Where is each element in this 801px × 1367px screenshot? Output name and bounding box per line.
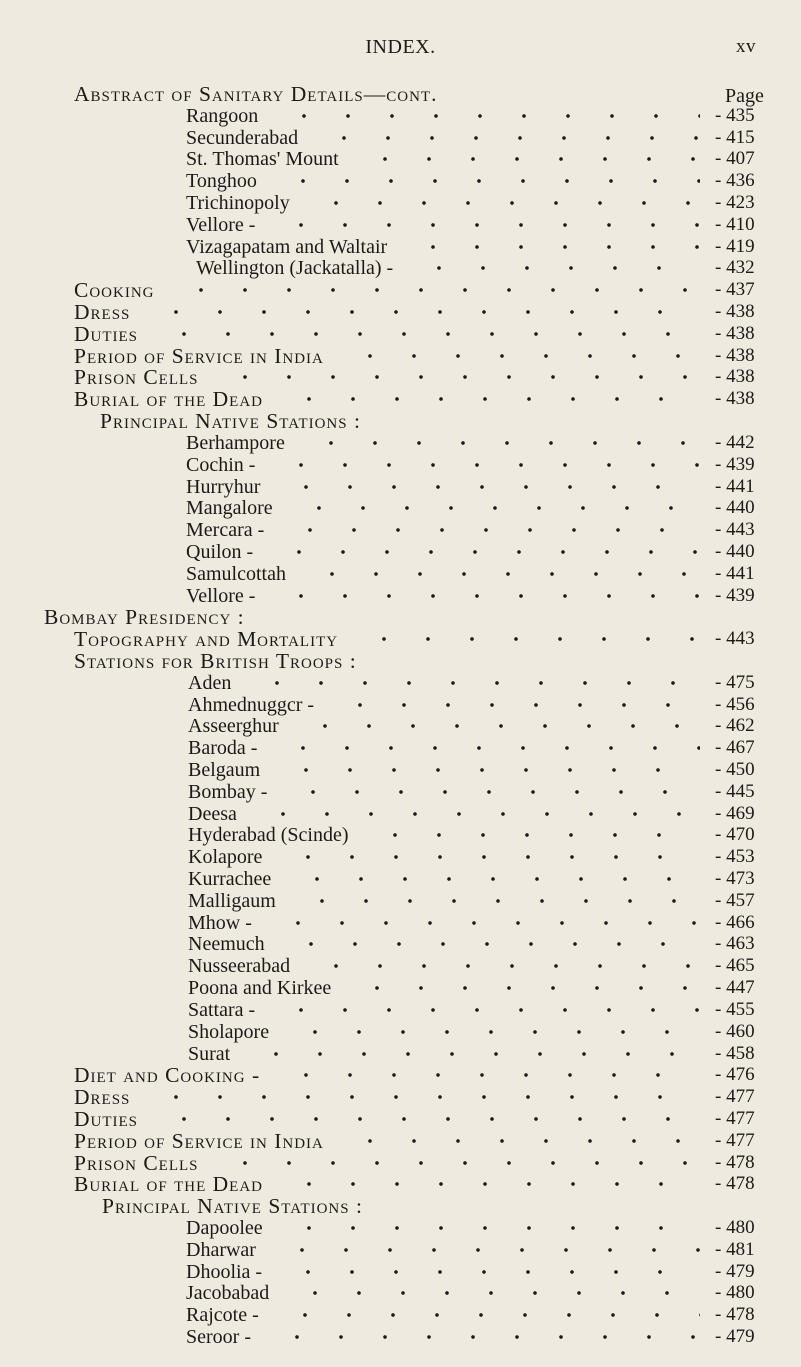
index-page-number: - 450 [715, 759, 755, 780]
index-page-number: - 457 [715, 890, 755, 911]
dot-leader [417, 263, 700, 273]
index-entry [0, 409, 801, 433]
dot-leader [280, 1245, 700, 1255]
index-entry [0, 1194, 801, 1218]
dot-leader [289, 939, 700, 949]
index-entry-label: Tonghoo [186, 170, 257, 192]
index-entry-label: Poona and Kirkee [188, 977, 332, 999]
dot-leader [261, 809, 700, 819]
index-heading: Bombay Presidency : [44, 605, 245, 629]
index-entry-label: Jacobabad [186, 1282, 270, 1304]
index-page-number: - 479 [715, 1326, 755, 1347]
index-entry [0, 191, 801, 215]
index-page-number: - 478 [715, 1152, 755, 1173]
dot-leader [355, 983, 700, 993]
index-entry [0, 1129, 801, 1153]
index-entry-label: Rajcote - [186, 1304, 259, 1326]
index-entry [0, 496, 801, 520]
index-page-number: - 435 [715, 105, 755, 126]
dot-leader [288, 525, 700, 535]
index-entry [0, 104, 801, 128]
index-page-number: - 479 [715, 1261, 755, 1282]
index-entry [0, 889, 801, 913]
index-entry-label: Vellore - [186, 214, 256, 236]
index-entry [0, 278, 801, 302]
dot-leader [322, 133, 700, 143]
index-entry-label: Trichinopoly [186, 192, 290, 214]
index-entry-label: Samulcottah [186, 563, 286, 585]
index-page-number: - 475 [715, 672, 755, 693]
page-numeral: xv [736, 36, 756, 57]
dot-leader [314, 198, 700, 208]
index-entry-label: Surat [188, 1043, 231, 1065]
dot-leader [286, 852, 700, 862]
index-heading: Abstract of Sanitary Details—cont. [74, 82, 438, 106]
index-page-number: - 478 [715, 1304, 755, 1325]
index-entry [0, 540, 801, 564]
index-entry [0, 1172, 801, 1196]
index-page-number: - 477 [715, 1108, 755, 1129]
dot-leader [338, 700, 700, 710]
index-entry [0, 147, 801, 171]
index-page-number: - 415 [715, 127, 755, 148]
dot-leader [281, 176, 700, 186]
index-page-number: - 480 [715, 1282, 755, 1303]
index-page-number: - 437 [715, 279, 755, 300]
index-heading: Duties [74, 322, 139, 346]
index-entry-label: Dhoolia - [186, 1261, 263, 1283]
index-page-number: - 438 [715, 301, 755, 322]
index-page-number: - 440 [715, 497, 755, 518]
dot-leader [162, 1114, 700, 1124]
index-entry [0, 387, 801, 411]
index-page-number: - 463 [715, 933, 755, 954]
index-page-number: - 436 [715, 170, 755, 191]
index-entry-label: Sholapore [188, 1021, 270, 1043]
index-page-number: - 453 [715, 846, 755, 867]
dot-leader [154, 307, 700, 317]
index-entry-label: Vizagapatam and Waltair [186, 236, 388, 258]
index-entry [0, 845, 801, 869]
index-entry-label: Mhow - [188, 912, 252, 934]
index-entry-label: Berhampore [186, 432, 285, 454]
index-entry-label: Rangoon [186, 105, 259, 127]
dot-leader [284, 482, 700, 492]
index-entry-label: Hyderabad (Scinde) [188, 824, 349, 846]
index-entry [0, 649, 801, 673]
index-entry-label: Quilon - [186, 541, 254, 563]
dot-leader [362, 634, 700, 644]
index-entry-label: Deesa [188, 803, 237, 825]
index-entry-label: Hurryhur [186, 476, 261, 498]
dot-leader [179, 285, 701, 295]
dot-leader [411, 242, 700, 252]
index-entry [0, 671, 801, 695]
dot-leader [348, 1136, 700, 1146]
index-page-number: - 465 [715, 955, 755, 976]
dot-leader [300, 896, 700, 906]
dot-leader [373, 830, 701, 840]
dot-leader [295, 874, 700, 884]
index-entry [0, 1325, 801, 1349]
index-entry-label: Wellington (Jackatalla) - [196, 257, 394, 279]
index-page-number: - 469 [715, 803, 755, 824]
dot-leader [287, 1179, 700, 1189]
dot-leader [297, 503, 700, 513]
index-entry [0, 998, 801, 1022]
index-page-number: - 440 [715, 541, 755, 562]
index-page-number: - 410 [715, 214, 755, 235]
index-entry-label: Vellore - [186, 585, 256, 607]
index-entry-label: Secunderabad [186, 127, 299, 149]
index-entry [0, 954, 801, 978]
index-page-number: - 447 [715, 977, 755, 998]
index-entry [0, 1216, 801, 1240]
dot-leader [291, 787, 700, 797]
index-page-number: - 441 [715, 476, 755, 497]
dot-leader [223, 1158, 700, 1168]
index-entry [0, 1238, 801, 1262]
index-page-number: - 438 [715, 366, 755, 387]
index-page-number: - 438 [715, 323, 755, 344]
index-entry [0, 365, 801, 389]
index-entry-label: Asseerghur [188, 715, 279, 737]
index-entry-label: Dapoolee [186, 1217, 263, 1239]
index-page-number: - 473 [715, 868, 755, 889]
index-entry-label: Nusseerabad [188, 955, 291, 977]
dot-leader [275, 1332, 700, 1342]
index-entry [0, 1020, 801, 1044]
dot-leader [279, 591, 700, 601]
dot-leader [284, 765, 700, 775]
dot-leader [162, 329, 700, 339]
dot-leader [154, 1092, 700, 1102]
index-page-number: - 478 [715, 1173, 755, 1194]
index-entry [0, 1303, 801, 1327]
index-page-number: - 476 [715, 1064, 755, 1085]
index-page-number: - 458 [715, 1043, 755, 1064]
index-heading: Prison Cells [74, 1151, 199, 1175]
index-entry-label: Bombay - [188, 781, 268, 803]
dot-leader [309, 438, 700, 448]
index-page-number: - 462 [715, 715, 755, 736]
index-page-number: - 432 [715, 257, 755, 278]
dot-leader [283, 1310, 700, 1320]
index-entry-label: Kurrachee [188, 868, 272, 890]
index-page-number: - 442 [715, 432, 755, 453]
index-page-number: - 455 [715, 999, 755, 1020]
index-page-number: - 480 [715, 1217, 755, 1238]
index-entry [0, 300, 801, 324]
dot-leader [286, 1267, 700, 1277]
index-entry-label: Dharwar [186, 1239, 256, 1261]
dot-leader [254, 1049, 700, 1059]
index-page-number: - 467 [715, 737, 755, 758]
index-entry [0, 605, 801, 629]
dot-leader [314, 961, 700, 971]
index-heading: Burial of the Dead [74, 1172, 263, 1196]
index-heading: Cooking [74, 278, 155, 302]
index-heading: Principal Native Stations : [100, 409, 361, 433]
index-page-number: - 445 [715, 781, 755, 802]
index-page-number: - 441 [715, 563, 755, 584]
dot-leader [293, 1288, 700, 1298]
index-entry [0, 976, 801, 1000]
index-page-number: - 439 [715, 454, 755, 475]
dot-leader [279, 460, 700, 470]
index-entry [0, 518, 801, 542]
dot-leader [363, 154, 700, 164]
index-entry [0, 1063, 801, 1087]
index-entry [0, 932, 801, 956]
index-entry [0, 453, 801, 477]
index-heading: Diet and Cooking - [74, 1063, 261, 1087]
index-entry-label: Mercara - [186, 519, 265, 541]
index-entry-label: Malligaum [188, 890, 276, 912]
index-entry-label: Seroor - [186, 1326, 251, 1348]
index-entry [0, 322, 801, 346]
dot-leader [279, 220, 700, 230]
index-page-number: - 477 [715, 1086, 755, 1107]
index-heading: Stations for British Troops : [74, 649, 357, 673]
index-entry [0, 431, 801, 455]
page-column-header: Page [725, 85, 764, 107]
dot-leader [287, 1223, 700, 1233]
index-entry-label: Ahmednuggcr - [188, 694, 315, 716]
index-heading: Topography and Mortality [74, 627, 339, 651]
index-entry [0, 758, 801, 782]
index-page-number: - 481 [715, 1239, 755, 1260]
dot-leader [348, 351, 700, 361]
index-page-number: - 443 [715, 628, 755, 649]
dot-leader [277, 547, 700, 557]
index-page-number: - 460 [715, 1021, 755, 1042]
index-entry [0, 213, 801, 237]
index-heading: Burial of the Dead [74, 387, 263, 411]
index-entry [0, 780, 801, 804]
index-page-number: - 419 [715, 236, 755, 257]
index-page-number: - 438 [715, 345, 755, 366]
index-entry [0, 627, 801, 651]
index-entry-label: Kolapore [188, 846, 263, 868]
index-entry [0, 562, 801, 586]
index-page-number: - 438 [715, 388, 755, 409]
dot-leader [255, 678, 700, 688]
index-page-number: - 423 [715, 192, 755, 213]
index-entry-label: Aden [188, 672, 232, 694]
index-entry [0, 867, 801, 891]
index-entry-label: St. Thomas' Mount [186, 148, 339, 170]
index-entry [0, 1085, 801, 1109]
index-heading: Principal Native Stations : [102, 1194, 363, 1218]
index-entry [0, 1107, 801, 1131]
dot-leader [303, 721, 700, 731]
index-entry-label: Mangalore [186, 497, 273, 519]
index-page-number: - 470 [715, 824, 755, 845]
dot-leader [281, 743, 700, 753]
dot-leader [282, 111, 700, 121]
index-entry [0, 714, 801, 738]
index-entry-label: Neemuch [188, 933, 265, 955]
index-entry [0, 82, 801, 106]
dot-leader [279, 1005, 700, 1015]
index-heading: Dress [74, 300, 131, 324]
index-page-number: - 443 [715, 519, 755, 540]
index-entry-label: Belgaum [188, 759, 261, 781]
dot-leader [293, 1027, 700, 1037]
index-heading: Period of Service in India [74, 344, 324, 368]
index-entry-label: Sattara - [188, 999, 256, 1021]
index-entry [0, 1281, 801, 1305]
index-entry [0, 169, 801, 193]
index-heading: Prison Cells [74, 365, 199, 389]
index-entry [0, 256, 801, 280]
running-header-title: INDEX. [365, 36, 436, 58]
index-heading: Dress [74, 1085, 131, 1109]
index-heading: Duties [74, 1107, 139, 1131]
index-page-number: - 477 [715, 1130, 755, 1151]
dot-leader [284, 1070, 700, 1080]
index-page-number: - 466 [715, 912, 755, 933]
dot-leader [310, 569, 700, 579]
index-entry-label: Baroda - [188, 737, 258, 759]
index-page-number: - 407 [715, 148, 755, 169]
index-heading: Period of Service in India [74, 1129, 324, 1153]
index-entry [0, 823, 801, 847]
index-page-number: - 439 [715, 585, 755, 606]
index-page-number: - 456 [715, 694, 755, 715]
dot-leader [287, 394, 700, 404]
index-entry-label: Cochin - [186, 454, 256, 476]
dot-leader [276, 918, 700, 928]
index-entry [0, 736, 801, 760]
dot-leader [223, 372, 700, 382]
